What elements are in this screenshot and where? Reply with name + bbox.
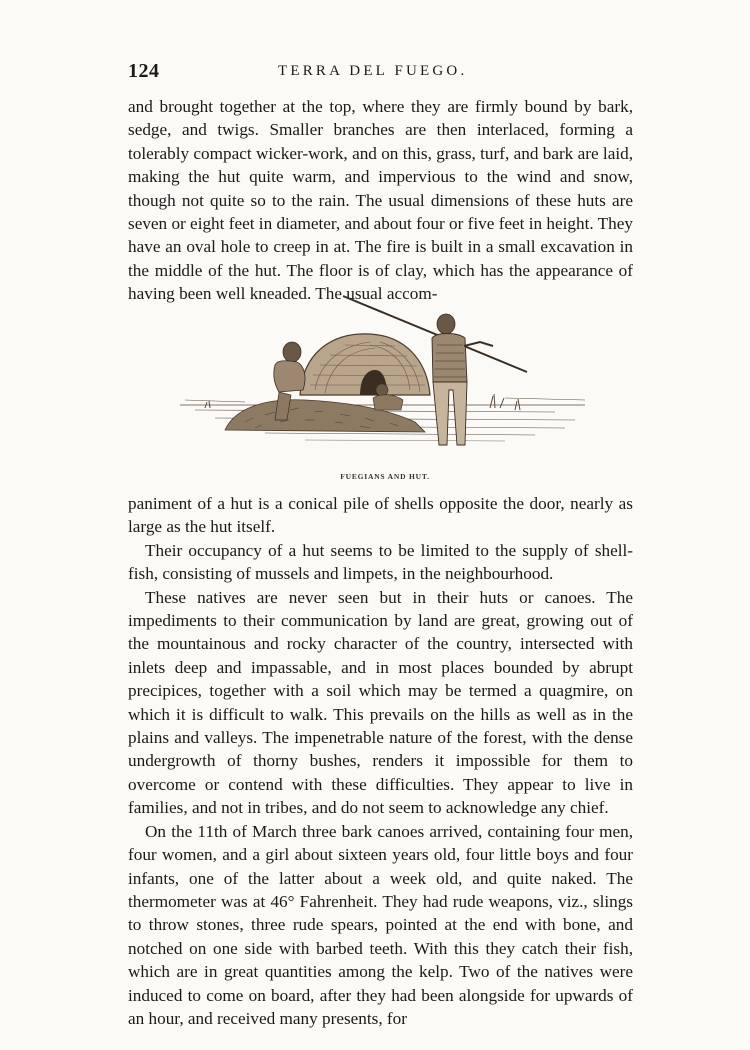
illustration-fuegians-and-hut [175, 290, 595, 480]
paragraph: paniment of a hut is a conical pile of shells opposite the door, nearly as large as the hut itself. [128, 494, 633, 537]
top-text-block [128, 95, 633, 306]
engraving-illustration [175, 290, 595, 470]
running-head [128, 60, 633, 84]
paragraph: These natives are never seen but in their huts or canoes. The impediments to their communication by land are great, growing out of the mountainous and rocky character of the country, intersected with inlets deep and impassable, and in most places bounded by abrupt precipices, together with a soil which may be termed a quagmire, on which it is difficult to walk. This prevails on the hills as well as in the plains and valleys. The impenetrable nature of the forest, with the dense undergrowth of thorny bushes, renders it impossible for them to overcome or contend with these difficulties. They appear to live in families, and not in tribes, and do not seem to acknowledge any chief. [128, 587, 633, 818]
page-number: 124 [128, 60, 160, 82]
paragraph: On the 11th of March three bark canoes arrived, containing four men, four women, and a girl about sixteen years old, four little boys and four infants, one of the latter about a week old, and quite naked. The thermometer was at 46° Fahrenheit. They had rude weapons, viz., slings to throw stones, three rude spears, pointed at the end with bone, and notched on one side with barbed teeth. With this they catch their fish, which are in great quantities among the kelp. Two of the natives were induced to come on board, after they had been alongside for upwards of an hour, and received many presents, for [128, 821, 633, 1028]
bottom-text-block [128, 492, 633, 1030]
paragraph: Their occupancy of a hut seems to be limited to the supply of shell-fish, consisting of mussels and limpets, in the neighbourhood. [128, 540, 633, 584]
running-title: TERRA DEL FUEGO. [278, 63, 468, 79]
figure-caption: FUEGIANS AND HUT. [340, 472, 430, 481]
paragraph-continued: and brought together at the top, where they are firmly bound by bark, sedge, and twigs. Smaller branches are then interlaced, forming a tolerably compact wicker-work, and on this, grass, turf, and bark are laid, making the hut quite warm, and impervious to the wind and snow, though not quite so to the rain. The usual dimensions of these huts are seven or eight feet in diameter, and about four or five feet in height. They have an oval hole to creep in at. The fire is built in a small excavation in the middle of the hut. The floor is of clay, which has the appearance of having been well kneaded. The usual accom- [128, 97, 633, 304]
